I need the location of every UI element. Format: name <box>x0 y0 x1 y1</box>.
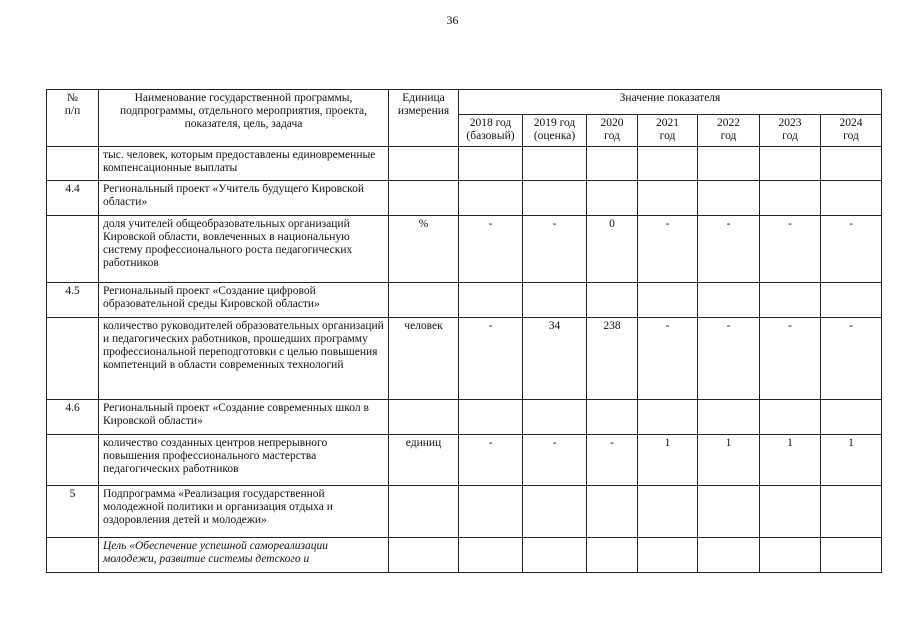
row-value <box>523 538 587 573</box>
table-row <box>47 216 882 283</box>
table-row <box>47 147 882 181</box>
table-row <box>47 486 882 538</box>
row-name: Цель «Обеспечение успешной самореализации молодежи, развитие системы детского и <box>99 538 389 573</box>
row-unit: человек <box>389 318 459 400</box>
row-value <box>760 283 821 318</box>
row-value <box>821 147 882 181</box>
row-value <box>760 181 821 216</box>
row-unit <box>389 283 459 318</box>
row-value <box>698 283 760 318</box>
row-unit <box>389 147 459 181</box>
row-value: 1 <box>821 435 882 486</box>
row-value: - <box>760 216 821 283</box>
row-unit: единиц <box>389 435 459 486</box>
row-value <box>523 147 587 181</box>
indicator-table <box>46 89 882 573</box>
row-value <box>587 147 638 181</box>
row-value <box>459 147 523 181</box>
row-value <box>821 400 882 435</box>
row-value <box>523 400 587 435</box>
row-unit <box>389 400 459 435</box>
row-value <box>459 400 523 435</box>
row-value: 1 <box>760 435 821 486</box>
table-row <box>47 318 882 400</box>
header-year: 2020 год <box>587 115 638 147</box>
row-value: - <box>760 318 821 400</box>
row-value <box>459 486 523 538</box>
row-value <box>638 400 698 435</box>
header-year: 2024 год <box>821 115 882 147</box>
row-unit <box>389 538 459 573</box>
table-row <box>47 283 882 318</box>
row-value <box>821 283 882 318</box>
row-value <box>698 400 760 435</box>
row-value: - <box>638 318 698 400</box>
header-year: 2022 год <box>698 115 760 147</box>
row-number: 4.4 <box>47 181 99 216</box>
row-value: - <box>698 216 760 283</box>
row-value <box>638 147 698 181</box>
row-value <box>698 181 760 216</box>
row-value <box>587 538 638 573</box>
row-value <box>459 181 523 216</box>
row-value: 0 <box>587 216 638 283</box>
row-value <box>698 486 760 538</box>
row-value <box>523 486 587 538</box>
row-value: 1 <box>698 435 760 486</box>
header-number: № п/п <box>47 90 99 147</box>
row-unit <box>389 486 459 538</box>
row-value <box>459 538 523 573</box>
row-value <box>821 538 882 573</box>
header-year: 2018 год (базовый) <box>459 115 523 147</box>
row-value <box>459 283 523 318</box>
header-name: Наименование государственной программы, подпрограммы, отдельного мероприятия, проекта, показателя, цель, задача <box>99 90 389 147</box>
row-value <box>587 486 638 538</box>
table-row <box>47 435 882 486</box>
header-year: 2019 год (оценка) <box>523 115 587 147</box>
row-value: - <box>698 318 760 400</box>
row-value <box>523 181 587 216</box>
row-value <box>760 400 821 435</box>
row-value: - <box>638 216 698 283</box>
page-number: 36 <box>446 13 459 27</box>
row-value <box>698 147 760 181</box>
row-number: 4.5 <box>47 283 99 318</box>
row-name: количество созданных центров непрерывного повышения профессионального мастерства педагогических работников <box>99 435 389 486</box>
row-number <box>47 318 99 400</box>
row-value <box>523 283 587 318</box>
row-value <box>821 486 882 538</box>
row-value: 34 <box>523 318 587 400</box>
row-number <box>47 216 99 283</box>
row-name: Региональный проект «Создание современных школ в Кировской области» <box>99 400 389 435</box>
row-value <box>587 283 638 318</box>
row-value <box>587 181 638 216</box>
row-value: - <box>459 435 523 486</box>
row-number <box>47 538 99 573</box>
row-value: - <box>821 216 882 283</box>
row-value <box>638 538 698 573</box>
row-value: - <box>821 318 882 400</box>
row-value <box>638 181 698 216</box>
row-value <box>760 147 821 181</box>
row-value <box>821 181 882 216</box>
row-value <box>638 486 698 538</box>
row-value: - <box>523 216 587 283</box>
row-name: Региональный проект «Учитель будущего Кировской области» <box>99 181 389 216</box>
row-name: тыс. человек, которым предоставлены единовременные компенсационные выплаты <box>99 147 389 181</box>
table-row <box>47 181 882 216</box>
row-value <box>760 486 821 538</box>
row-value <box>760 538 821 573</box>
row-name: Региональный проект «Создание цифровой образовательной среды Кировской области» <box>99 283 389 318</box>
row-number: 5 <box>47 486 99 538</box>
row-value: - <box>459 318 523 400</box>
row-name: доля учителей общеобразовательных организаций Кировской области, вовлеченных в национальную систему профессионального роста педагогических работников <box>99 216 389 283</box>
row-value <box>587 400 638 435</box>
row-number <box>47 147 99 181</box>
row-value <box>638 283 698 318</box>
row-value: - <box>459 216 523 283</box>
header-year: 2021 год <box>638 115 698 147</box>
row-value: 238 <box>587 318 638 400</box>
row-number: 4.6 <box>47 400 99 435</box>
table-row <box>47 400 882 435</box>
row-unit: % <box>389 216 459 283</box>
header-unit: Единица измерения <box>389 90 459 147</box>
row-unit <box>389 181 459 216</box>
row-value <box>698 538 760 573</box>
row-value: - <box>587 435 638 486</box>
table-row <box>47 538 882 573</box>
row-value: - <box>523 435 587 486</box>
row-name: количество руководителей образовательных организаций и педагогических работников, прошедших программу профессиональной переподготовки с целью повышения компетенций в области современных технологий <box>99 318 389 400</box>
header-value-group: Значение показателя <box>459 90 882 115</box>
row-value: 1 <box>638 435 698 486</box>
header-year: 2023 год <box>760 115 821 147</box>
row-name: Подпрограмма «Реализация государственной молодежной политики и организация отдыха и оздоровления детей и молодежи» <box>99 486 389 538</box>
row-number <box>47 435 99 486</box>
